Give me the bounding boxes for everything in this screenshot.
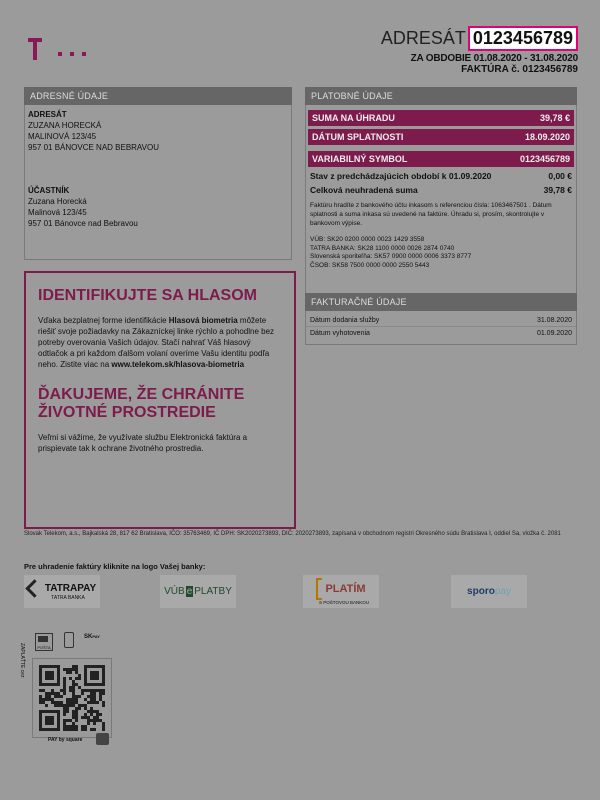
qr-vertical-label: ZAPLAŤTE cez: [19, 643, 25, 678]
payment-box: [305, 87, 577, 287]
legal-footer: Slovak Telekom, a.s., Bajkalská 28, 817 62 Bratislava, IČO: 35763469, IČ DPH: SK2020273893, DIČ: 2020273893, zapísaná v obchodnom registri Okresného súdu Bratislava I, oddiel Sa, vložka č. 2081: [24, 531, 561, 537]
tatrapay-label: TATRAPAY: [44, 583, 97, 594]
amount-value: 39,78 €: [539, 113, 570, 123]
billing-row-value: 31.08.2020: [536, 316, 572, 324]
bank-account: VÚB: SK20 0200 0000 0023 1429 3558: [310, 236, 425, 243]
invoice-header: [381, 26, 578, 75]
recipient-label: ADRESÁT: [28, 110, 67, 119]
participant-street: Malinová 123/45: [28, 208, 87, 217]
billing-row-label: Dátum dodania služby: [310, 316, 380, 324]
bank-accounts: [306, 228, 576, 270]
due-date-row: [308, 129, 574, 145]
participant-city: 957 01 Bánovce nad Bebravou: [28, 219, 138, 228]
mobile-phone-icon: [64, 632, 74, 648]
bank-account: Slovenská sporiteľňa: SK57 0900 0000 0006 3373 8777: [310, 253, 472, 260]
bank-account: ČSOB: SK58 7500 0000 0000 2550 5443: [310, 261, 430, 269]
promo-text-environment: Veľmi si vážime, že využívate službu Elektronická faktúra a prispievate tak k ochrane životného prostredia.: [38, 433, 248, 453]
platim-bracket-icon: [316, 578, 322, 600]
total-unpaid-label: Celková neuhradená suma: [310, 185, 418, 195]
telekom-logo: [28, 38, 88, 62]
addressee-id: 0123456789: [468, 26, 578, 51]
recipient-street: MALINOVÁ 123/45: [28, 132, 97, 141]
invoice-number: FAKTÚRA č. 0123456789: [461, 64, 578, 75]
promo-text-voice: Vďaka bezplatnej forme identifikácie Hlasová biometria môžete riešiť svoje požiadavky na Zákazníckej linke rýchlo a pohodlne bez potreby overovania Vašich údajov. Stačí nahrať Váš hlasový odtlačok a pri každom ďalšom volaní overíme Vašu identitu podľa neho. Zistite viac na www.telekom.sk/hlasova-biometria: [38, 316, 275, 369]
sporopay-button[interactable]: [451, 575, 527, 608]
billing-box: [305, 293, 577, 343]
promo-box: [24, 271, 296, 529]
billing-row-label: Dátum vyhotovenia: [310, 330, 370, 337]
address-box: [24, 87, 292, 255]
promo-heading-voice: IDENTIFIKUJTE SA HLASOM: [38, 287, 257, 304]
platim-sublabel: S POŠTOVOU BANKOU: [319, 600, 369, 605]
address-box-title: ADRESNÉ ÚDAJE: [24, 87, 292, 105]
variable-symbol-value: 0123456789: [519, 154, 570, 164]
recipient-city: 957 01 BÁNOVCE NAD BEBRAVOU: [28, 143, 160, 152]
pay-by-square-qr[interactable]: [32, 658, 112, 738]
sk-pay-icon: SKPAY: [84, 634, 100, 640]
recipient-name: ZUZANA HORECKÁ: [28, 121, 102, 130]
billing-row: [306, 314, 576, 327]
variable-symbol-row: [308, 151, 574, 167]
due-date-value: 18.09.2020: [524, 132, 570, 142]
total-unpaid-row: [306, 183, 576, 197]
addressee-line: [381, 26, 578, 51]
pay-by-square-caption: PAY by square: [48, 737, 83, 743]
vub-platby-label: PLATBY: [194, 586, 232, 597]
sporopay-label: sporo: [467, 586, 495, 597]
addressee-label: ADRESÁT: [380, 28, 466, 48]
bank-account: TATRA BANKA: SK28 1100 0000 0026 2874 0740: [310, 244, 455, 252]
previous-balance-label: Stav z predchádzajúcich období k 01.09.2020: [310, 171, 492, 181]
billing-period: ZA OBDOBIE 01.08.2020 - 31.08.2020: [410, 53, 578, 64]
posta-icon: POŠTA: [35, 633, 53, 651]
billing-row-value: 01.09.2020: [536, 330, 572, 337]
tatrapay-sublabel: TATRA BANKA: [51, 595, 85, 601]
platim-label: PLATÍM: [325, 583, 366, 595]
sporopay-pay-label: pay: [494, 586, 511, 597]
participant-name: Zuzana Horecká: [28, 197, 87, 206]
vub-label: VÚB: [164, 586, 185, 597]
tatrapay-icon: [25, 579, 43, 597]
variable-symbol-label: VARIABILNÝ SYMBOL: [312, 154, 408, 164]
voice-biometrics-link[interactable]: www.telekom.sk/hlasova-biometria: [111, 360, 245, 369]
voice-biometrics-label: Hlasová biometria: [168, 316, 238, 325]
promo-heading-environment: ĎAKUJEME, ŽE CHRÁNITE ŽIVOTNÉ PROSTREDIE: [38, 386, 245, 421]
participant-label: ÚČASTNÍK: [28, 186, 70, 195]
billing-box-title: FAKTURAČNÉ ÚDAJE: [305, 293, 577, 311]
previous-balance-row: [306, 169, 576, 183]
total-unpaid-value: 39,78 €: [543, 185, 572, 195]
amount-label: SUMA NA ÚHRADU: [312, 113, 395, 123]
vub-eplatby-button[interactable]: [160, 575, 236, 608]
vub-e-label: e: [186, 586, 193, 597]
pay-by-square-logo-icon: [96, 733, 109, 745]
tatrapay-button[interactable]: [24, 575, 100, 608]
due-date-label: DÁTUM SPLATNOSTI: [312, 132, 404, 142]
bank-prompt: Pre uhradenie faktúry kliknite na logo Vašej banky:: [24, 562, 206, 571]
previous-balance-value: 0,00 €: [548, 171, 572, 181]
amount-row: [308, 110, 574, 126]
billing-row: [306, 327, 576, 340]
platim-button[interactable]: [303, 575, 379, 608]
payment-box-title: PLATOBNÉ ÚDAJE: [305, 87, 577, 105]
payment-note: Faktúru hradíte z bankového účtu inkasom s referenciou čísla: 1063467501 . Dátum splatnosti a suma inkasa sú uvedené na faktúre. Úhradu si, prosím, skontrolujte v bankovom výpise.: [310, 202, 552, 227]
qr-code-icon: [39, 665, 105, 731]
